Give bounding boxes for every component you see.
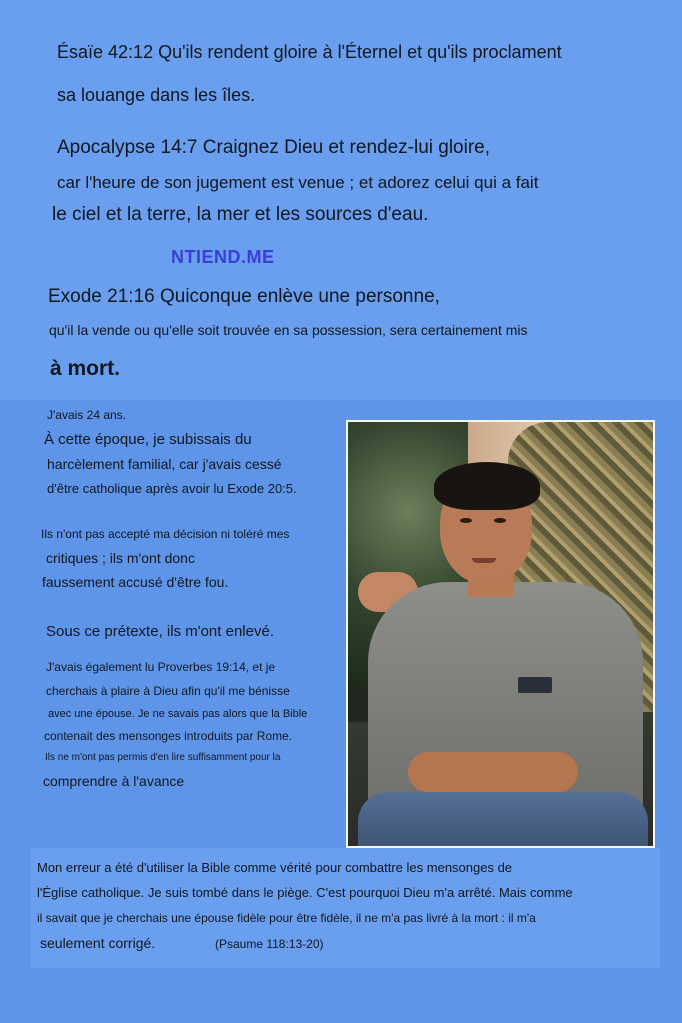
story-p2-line-3: faussement accusé d'être fou. bbox=[42, 574, 229, 590]
revelation-verse-line-2: car l'heure de son jugement est venue ; et adorez celui qui a fait bbox=[57, 173, 539, 192]
left-eye-shape bbox=[460, 518, 472, 523]
conclusion-line-2: l'Église catholique. Je suis tombé dans le piège. C'est pourquoi Dieu m'a arrêté. Mais comme bbox=[37, 885, 573, 900]
revelation-verse-line-1: Apocalypse 14:7 Craignez Dieu et rendez-lui gloire, bbox=[57, 137, 491, 158]
story-p1-line-4: d'être catholique après avoir lu Exode 20:5. bbox=[47, 481, 297, 496]
jeans-shape bbox=[358, 792, 648, 846]
exodus-verse-line-2: qu'il la vende ou qu'elle soit trouvée en sa possession, sera certainement mis bbox=[49, 322, 528, 338]
photo-scene bbox=[348, 422, 653, 846]
conclusion-line-1: Mon erreur a été d'utiliser la Bible comme vérité pour combattre les mensonges de bbox=[37, 860, 513, 875]
conclusion-line-3: il savait que je cherchais une épouse fidèle pour être fidèle, il ne m'a pas livré à la mort : il m'a bbox=[37, 911, 536, 925]
watermark-text: NTIEND.ME bbox=[171, 247, 275, 267]
revelation-verse-line-3: le ciel et la terre, la mer et les sources d'eau. bbox=[52, 204, 429, 225]
folded-arms-shape bbox=[408, 752, 578, 792]
exodus-verse-line-1: Exode 21:16 Quiconque enlève une personne, bbox=[48, 286, 440, 307]
story-p4-line-3: avec une épouse. Je ne savais pas alors que la Bible bbox=[48, 708, 308, 720]
isaiah-verse-line-1: Ésaïe 42:12 Qu'ils rendent gloire à l'Éternel et qu'ils proclament bbox=[57, 42, 562, 62]
story-p4-line-6: comprendre à l'avance bbox=[43, 773, 185, 789]
story-p1-line-3: harcèlement familial, car j'avais cessé bbox=[47, 456, 282, 472]
story-p2-line-2: critiques ; ils m'ont donc bbox=[46, 550, 195, 566]
story-p4-line-4: contenait des mensonges introduits par Rome. bbox=[44, 729, 293, 743]
story-p3: Sous ce prétexte, ils m'ont enlevé. bbox=[46, 623, 274, 640]
shirt-logo-shape bbox=[518, 677, 552, 693]
story-p4-line-5: Ils ne m'ont pas permis d'en lire suffisamment pour la bbox=[45, 752, 281, 763]
story-age: J'avais 24 ans. bbox=[47, 408, 127, 422]
psalm-reference: (Psaume 118:13-20) bbox=[215, 937, 324, 951]
portrait-photo bbox=[346, 420, 655, 848]
hair-shape bbox=[434, 462, 540, 510]
story-p4-line-1: J'avais également lu Proverbes 19:14, et je bbox=[46, 660, 276, 674]
isaiah-verse-line-2: sa louange dans les îles. bbox=[57, 85, 256, 105]
story-p4-line-2: cherchais à plaire à Dieu afin qu'il me bénisse bbox=[46, 684, 290, 698]
conclusion-last-line: seulement corrigé. bbox=[40, 935, 156, 951]
smile-shape bbox=[472, 558, 496, 563]
right-eye-shape bbox=[494, 518, 506, 523]
exodus-verse-line-3: à mort. bbox=[50, 357, 121, 380]
story-p1-line-2: À cette époque, je subissais du bbox=[44, 431, 252, 448]
story-p2-line-1: Ils n'ont pas accepté ma décision ni toléré mes bbox=[41, 527, 290, 541]
